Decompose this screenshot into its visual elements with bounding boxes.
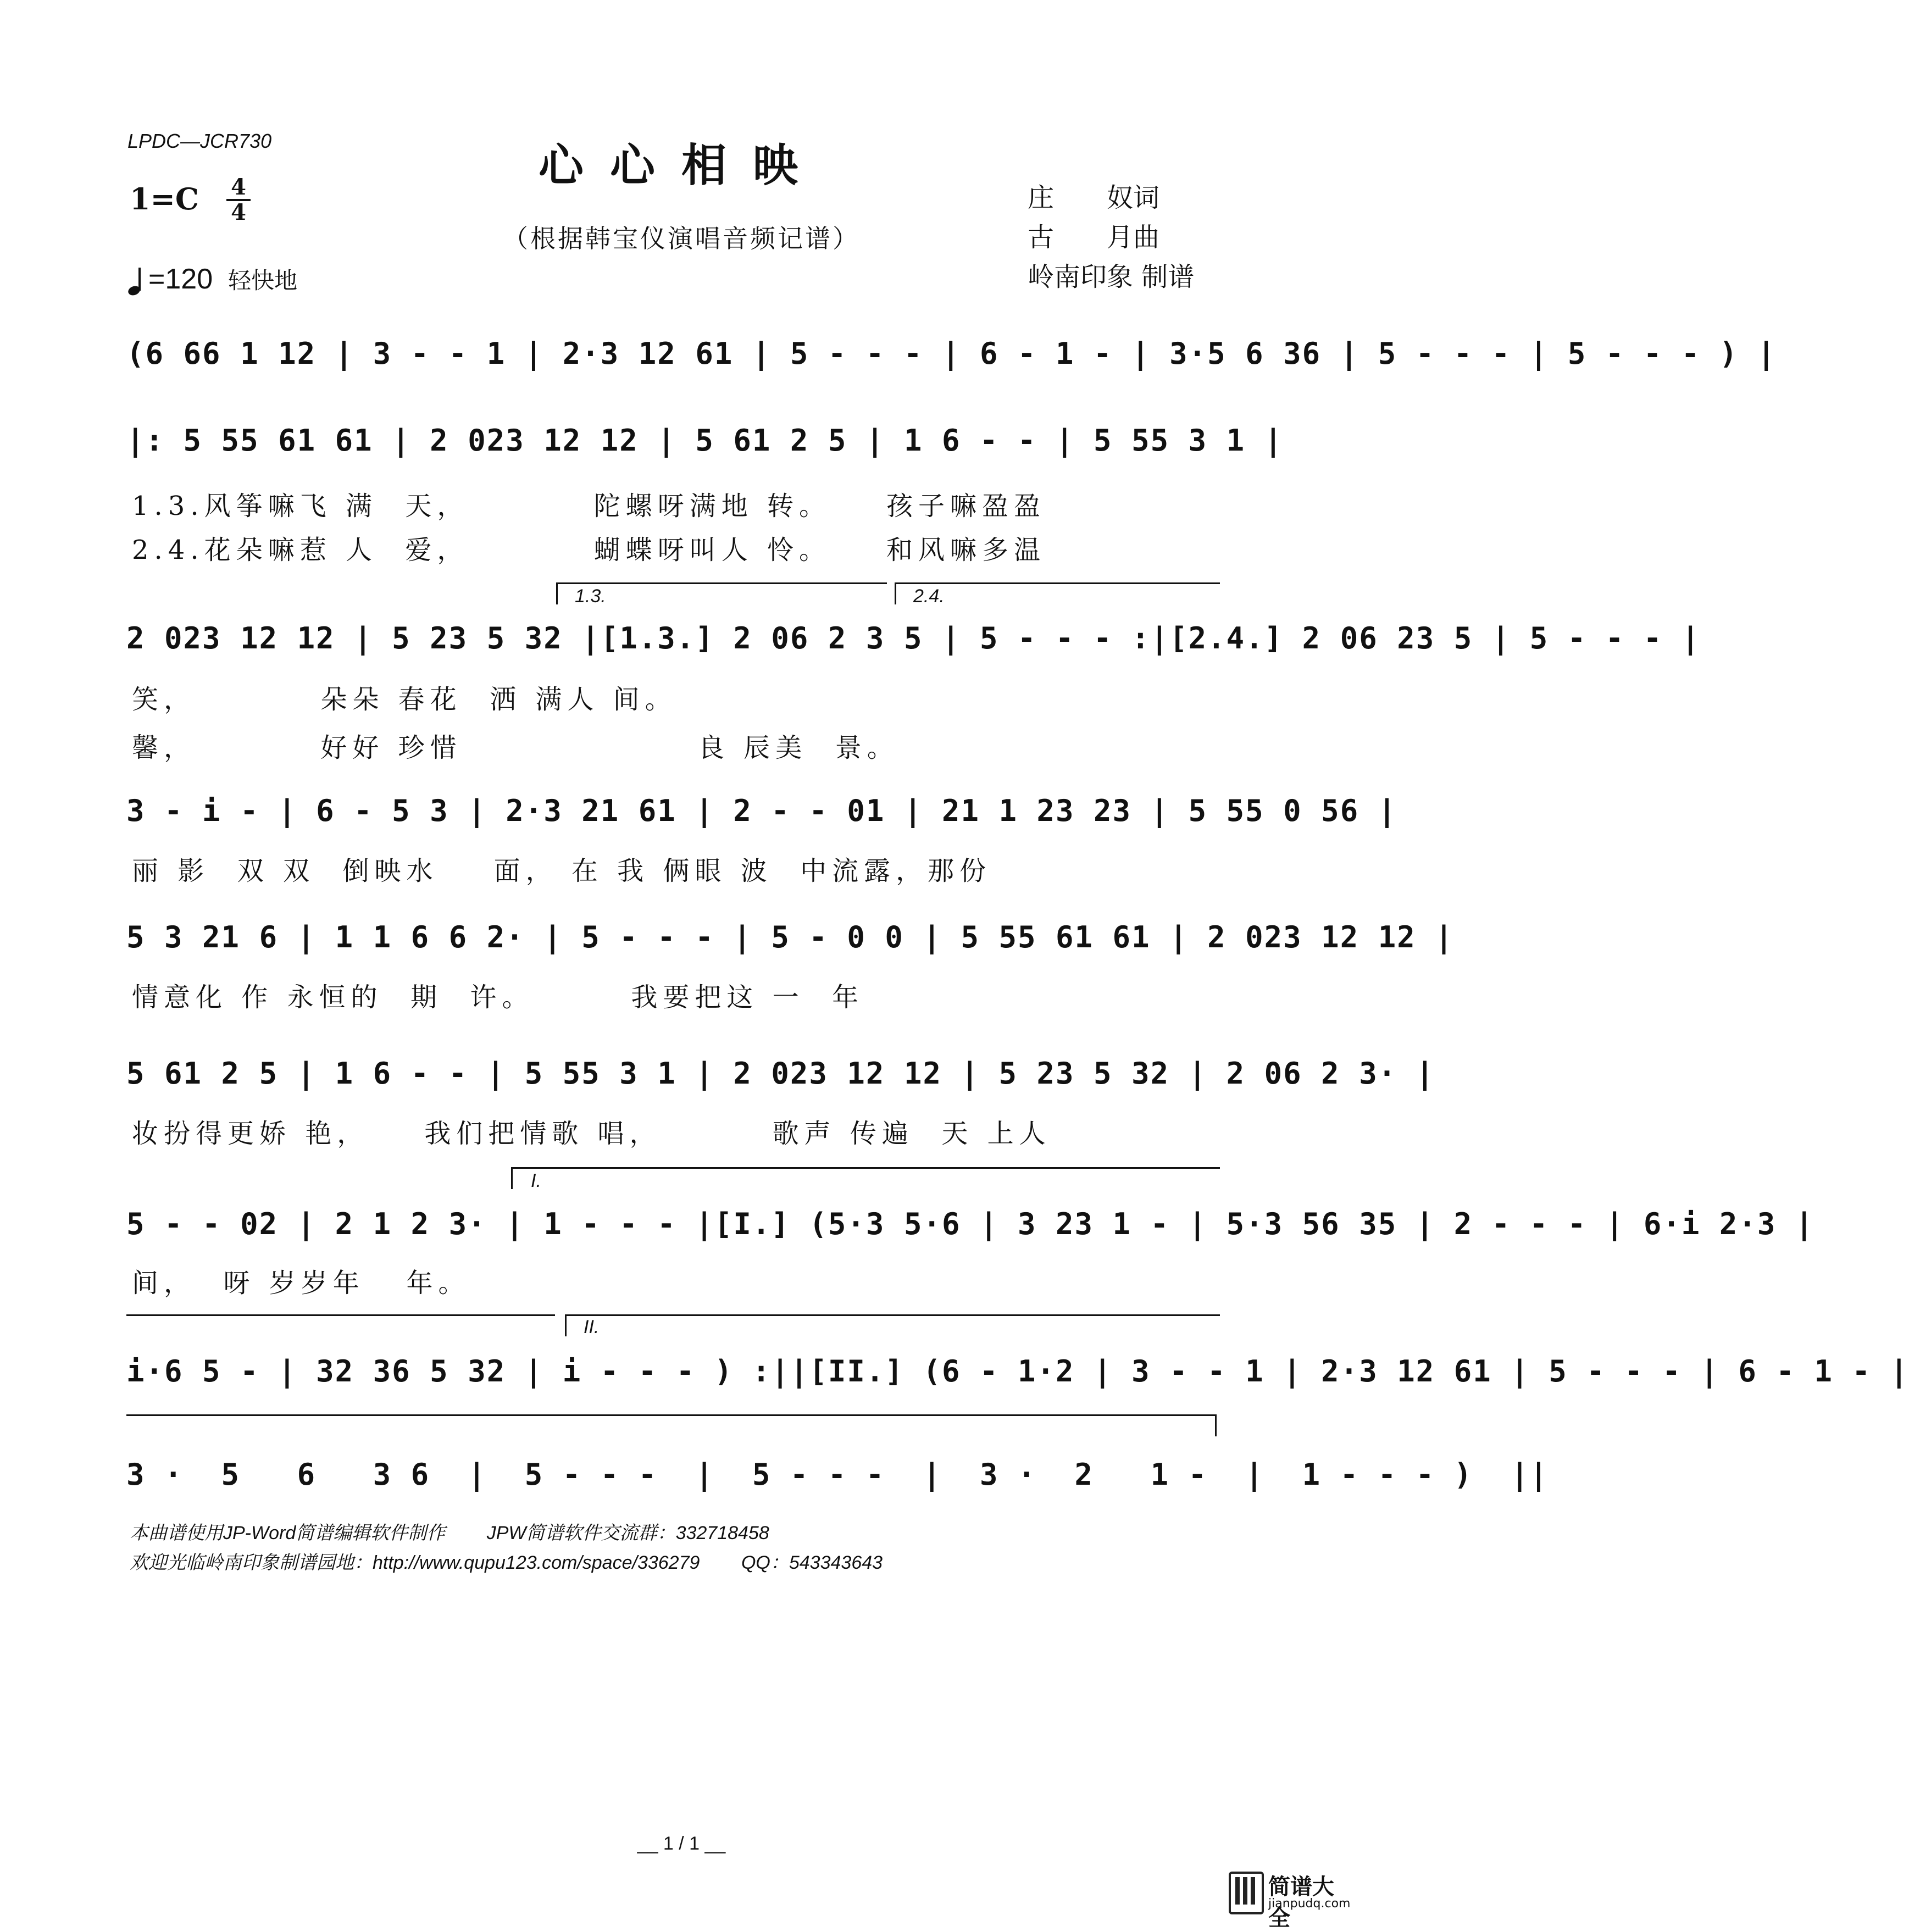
volta-label-4: II. xyxy=(584,1317,600,1337)
volta-bracket-1-edge xyxy=(556,582,558,604)
time-signature-top: 4 xyxy=(231,174,246,200)
piano-icon xyxy=(1229,1872,1264,1914)
volta-bracket-1 xyxy=(556,582,887,584)
volta-bracket-3 xyxy=(511,1167,1220,1169)
subtitle: （根据韩宝仪演唱音频记谱） xyxy=(503,224,860,253)
page-number: __ 1 / 1 __ xyxy=(637,1833,726,1854)
watermark-logo xyxy=(1229,1868,1351,1931)
volta-label-3: I. xyxy=(531,1170,541,1191)
score-row-5: 5 3 21 6 | 1 1 6 6 2· | 5 - - - | 5 - 0 0 | 5 55 61 61 | 2 023 12 12 | xyxy=(126,920,1454,954)
volta-bracket-2-edge xyxy=(895,582,896,604)
footer-line-1: 本曲谱使用JP-Word简谱编辑软件制作 JPW简谱软件交流群：332718458 xyxy=(130,1523,769,1544)
volta-bracket-3-edge xyxy=(511,1167,513,1189)
score-row-6: 5 61 2 5 | 1 6 - - | 5 55 3 1 | 2 023 12 12 | 5 23 5 32 | 2 06 2 3· | xyxy=(126,1056,1435,1091)
volta-continuation xyxy=(126,1314,555,1316)
volta-bracket-4-edge xyxy=(565,1314,567,1336)
volta-bracket-4 xyxy=(565,1314,1220,1316)
watermark-name: 简谱大全 xyxy=(1268,1874,1334,1931)
tempo-value: =120 xyxy=(148,263,213,295)
composer: 古 月曲 xyxy=(1028,222,1160,253)
lyric-row-4: 丽 影 双 双 倒映水 面， 在 我 俩眼 波 中流露，那份 xyxy=(132,856,992,886)
watermark-url: jianpudq.com xyxy=(1268,1897,1351,1911)
score-row-2: |: 5 55 61 61 | 2 023 12 12 | 5 61 2 5 | 1 6 - - | 5 55 3 1 | xyxy=(126,423,1284,458)
score-row-9: 3 · 5 6 3 6 | 5 - - - | 5 - - - | 3 · 2 1 - | 1 - - - ) || xyxy=(126,1457,1549,1492)
lyric-row-5: 情意化 作 永恒的 期 许。 我要把这 一 年 xyxy=(132,982,864,1013)
score-row-1: (6 66 1 12 | 3 - - 1 | 2·3 12 61 | 5 - - - | 6 - 1 - | 3·5 6 36 | 5 - - - | 5 - - - ) | xyxy=(126,336,1777,371)
lyric-row-3-verse-2: 馨， 好好 珍惜 良 辰美 景。 xyxy=(132,732,899,763)
arranger: 岭南印象 制谱 xyxy=(1028,262,1195,292)
score-row-7: 5 - - 02 | 2 1 2 3· | 1 - - - |[I.] (5·3 5·6 | 3 23 1 - | 5·3 56 35 | 2 - - - | 6·i 2·3 | xyxy=(126,1207,1814,1241)
volta-label-2: 2.4. xyxy=(913,586,945,607)
volta-continuation-2 xyxy=(126,1414,1217,1416)
lyric-row-2-verse-1: 1.3.风筝嘛飞 满 天， 陀螺呀满地 转。 孩子嘛盈盈 xyxy=(132,491,1046,521)
lyric-row-6: 妆扮得更娇 艳， 我们把情歌 唱， 歌声 传遍 天 上人 xyxy=(132,1118,1051,1149)
time-signature-bottom: 4 xyxy=(226,199,251,224)
time-signature xyxy=(226,176,251,224)
key-signature: 1=C xyxy=(130,181,199,216)
lyricist: 庄 奴词 xyxy=(1028,182,1160,213)
footer-line-2: 欢迎光临岭南印象制谱园地：http://www.qupu123.com/space/336279 QQ：543343643 xyxy=(130,1552,883,1573)
score-row-4: 3 - i - | 6 - 5 3 | 2·3 21 61 | 2 - - 01 | 21 1 23 23 | 5 55 0 56 | xyxy=(126,793,1397,828)
lyric-row-2-verse-2: 2.4.花朵嘛惹 人 爱， 蝴蝶呀叫人 怜。 和风嘛多温 xyxy=(132,535,1046,565)
score-code: LPDC—JCR730 xyxy=(127,130,272,152)
quarter-note-icon xyxy=(127,265,144,296)
credits xyxy=(1028,178,1194,297)
lyric-row-3-verse-1: 笑， 朵朵 春花 洒 满人 间。 xyxy=(132,684,677,715)
lyric-row-7: 间， 呀 岁岁年 年。 xyxy=(132,1268,470,1298)
tempo-marking xyxy=(127,263,297,296)
score-row-3: 2 023 12 12 | 5 23 5 32 |[1.3.] 2 06 2 3 5 | 5 - - - :|[2.4.] 2 06 23 5 | 5 - - - | xyxy=(126,621,1701,656)
tempo-mood: 轻快地 xyxy=(228,268,298,293)
page-title: 心心相映 xyxy=(538,139,824,192)
score-row-8: i·6 5 - | 32 36 5 32 | i - - - ) :||[II.] (6 - 1·2 | 3 - - 1 | 2·3 12 61 | 5 - - - | 6 - 1 - | xyxy=(126,1354,1909,1389)
volta-bracket-2 xyxy=(895,582,1220,584)
volta-label-1: 1.3. xyxy=(575,586,606,607)
volta-continuation-2-edge xyxy=(1215,1414,1217,1436)
